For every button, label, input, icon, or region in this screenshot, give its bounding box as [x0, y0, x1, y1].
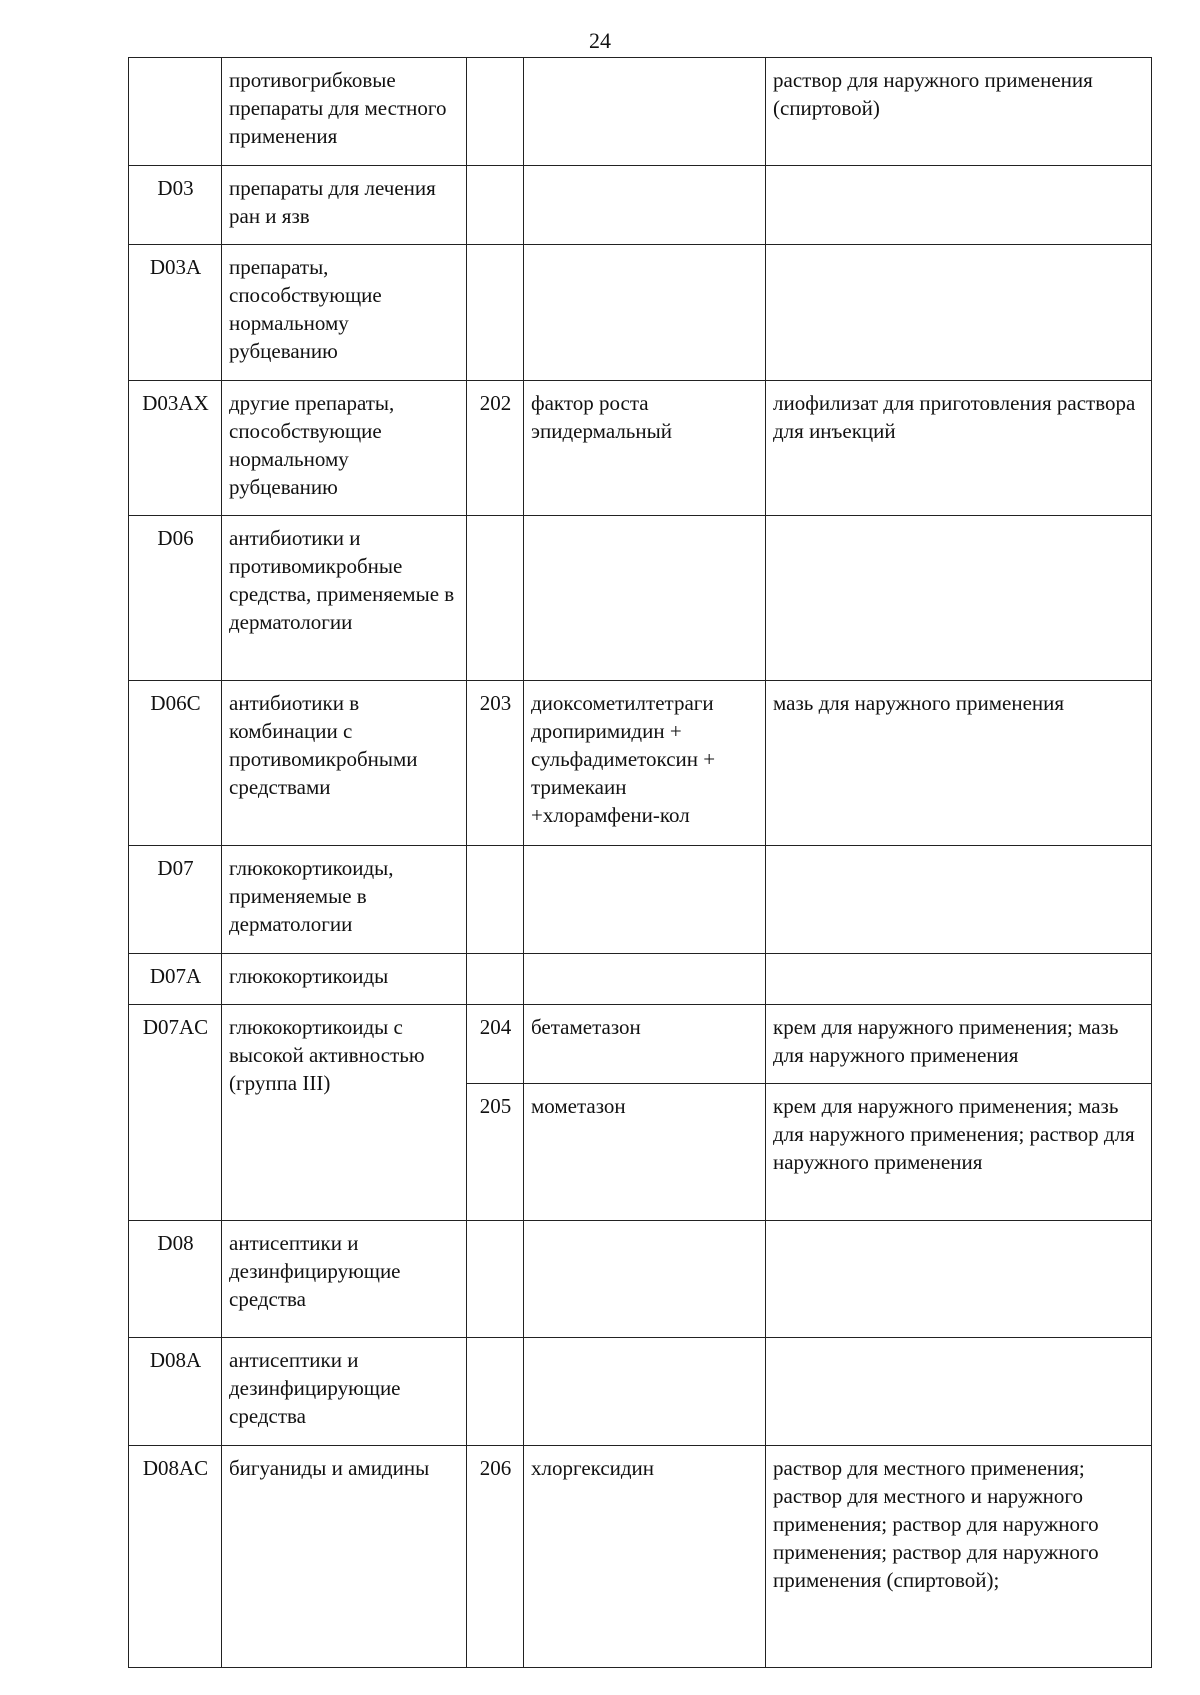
item-number-cell: [467, 846, 524, 954]
table-row: [129, 846, 1152, 954]
drug-name-cell: бетаметазон: [524, 1005, 766, 1084]
item-number-cell: [467, 245, 524, 381]
dosage-form-cell: [766, 166, 1152, 245]
table-row: [129, 516, 1152, 681]
drug-table: [128, 57, 1152, 1668]
group-name-cell: глюкокортикоиды с высокой активностью (группа III): [222, 1005, 467, 1221]
dosage-form-cell: [766, 1221, 1152, 1338]
group-name-cell: другие препараты, способствующие нормальному рубцеванию: [222, 381, 467, 516]
drug-name-cell: [524, 516, 766, 681]
drug-name-cell: диоксометилтетраги дропиримидин + сульфадиметоксин + тримекаин +хлорамфени-кол: [524, 681, 766, 846]
table-row: [129, 166, 1152, 245]
dosage-form-cell: [766, 954, 1152, 1005]
atc-code-cell: [129, 58, 222, 166]
atc-code-cell: D08: [129, 1221, 222, 1338]
item-number-cell: [467, 166, 524, 245]
table-row: [129, 381, 1152, 516]
item-number-cell: 203: [467, 681, 524, 846]
dosage-form-cell: мазь для наружного применения: [766, 681, 1152, 846]
drug-name-cell: [524, 846, 766, 954]
atc-code-cell: D03A: [129, 245, 222, 381]
dosage-form-cell: лиофилизат для приготовления раствора для инъекций: [766, 381, 1152, 516]
table-row: [129, 681, 1152, 846]
drug-name-cell: [524, 166, 766, 245]
item-number-cell: [467, 58, 524, 166]
drug-name-cell: [524, 954, 766, 1005]
dosage-form-cell: крем для наружного применения; мазь для наружного применения; раствор для наружного применения: [766, 1084, 1152, 1221]
atc-code-cell: D06: [129, 516, 222, 681]
group-name-cell: антисептики и дезинфицирующие средства: [222, 1221, 467, 1338]
dosage-form-cell: раствор для местного применения; раствор для местного и наружного применения; раствор для наружного применения; раствор для наружного применения (спиртовой);: [766, 1446, 1152, 1668]
atc-code-cell: D03AX: [129, 381, 222, 516]
atc-code-cell: D07: [129, 846, 222, 954]
item-number-cell: [467, 954, 524, 1005]
group-name-cell: противогрибковые препараты для местного применения: [222, 58, 467, 166]
dosage-form-cell: [766, 516, 1152, 681]
group-name-cell: антибиотики и противомикробные средства, применяемые в дерматологии: [222, 516, 467, 681]
table-row: [129, 1005, 1152, 1084]
page-number: 24: [589, 28, 611, 53]
item-number-cell: 204: [467, 1005, 524, 1084]
group-name-cell: препараты для лечения ран и язв: [222, 166, 467, 245]
table-row: [129, 1338, 1152, 1446]
drug-name-cell: фактор роста эпидермальный: [524, 381, 766, 516]
dosage-form-cell: [766, 1338, 1152, 1446]
group-name-cell: глюкокортикоиды, применяемые в дерматологии: [222, 846, 467, 954]
group-name-cell: препараты, способствующие нормальному рубцеванию: [222, 245, 467, 381]
group-name-cell: антисептики и дезинфицирующие средства: [222, 1338, 467, 1446]
dosage-form-cell: крем для наружного применения; мазь для наружного применения: [766, 1005, 1152, 1084]
atc-code-cell: D06C: [129, 681, 222, 846]
item-number-cell: [467, 516, 524, 681]
drug-name-cell: [524, 1221, 766, 1338]
drug-name-cell: [524, 58, 766, 166]
table-row: [129, 1446, 1152, 1668]
dosage-form-cell: [766, 245, 1152, 381]
atc-code-cell: D07AC: [129, 1005, 222, 1221]
item-number-cell: 206: [467, 1446, 524, 1668]
drug-name-cell: [524, 1338, 766, 1446]
group-name-cell: антибиотики в комбинации с противомикробными средствами: [222, 681, 467, 846]
group-name-cell: бигуаниды и амидины: [222, 1446, 467, 1668]
item-number-cell: [467, 1221, 524, 1338]
atc-code-cell: D08A: [129, 1338, 222, 1446]
item-number-cell: 202: [467, 381, 524, 516]
drug-name-cell: мометазон: [524, 1084, 766, 1221]
table-row: [129, 954, 1152, 1005]
atc-code-cell: D08AC: [129, 1446, 222, 1668]
table-row: [129, 245, 1152, 381]
item-number-cell: 205: [467, 1084, 524, 1221]
table-row: [129, 58, 1152, 166]
drug-name-cell: [524, 245, 766, 381]
table-row: [129, 1221, 1152, 1338]
dosage-form-cell: раствор для наружного применения (спиртовой): [766, 58, 1152, 166]
drug-name-cell: хлоргексидин: [524, 1446, 766, 1668]
atc-code-cell: D03: [129, 166, 222, 245]
atc-code-cell: D07A: [129, 954, 222, 1005]
group-name-cell: глюкокортикоиды: [222, 954, 467, 1005]
dosage-form-cell: [766, 846, 1152, 954]
item-number-cell: [467, 1338, 524, 1446]
